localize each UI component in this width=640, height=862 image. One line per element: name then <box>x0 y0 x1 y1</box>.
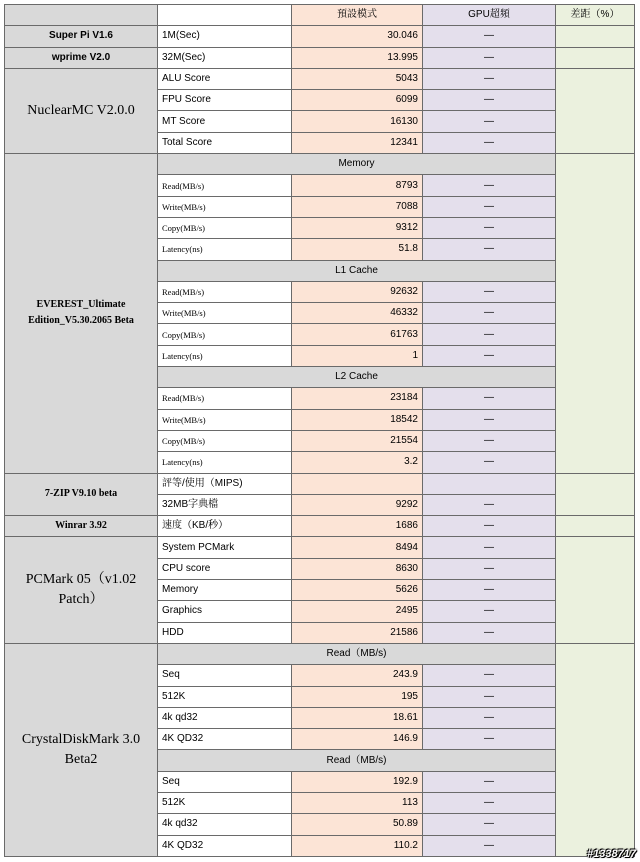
dash-mark: — <box>484 179 494 191</box>
default-value: 192.9 <box>292 771 423 792</box>
dash-mark: — <box>484 818 494 830</box>
default-value: 195 <box>292 686 423 707</box>
default-value: 61763 <box>292 324 423 345</box>
dash-mark: — <box>484 136 494 148</box>
gpu-value <box>423 217 556 238</box>
dash-mark: — <box>484 626 494 638</box>
gpu-value <box>423 792 556 813</box>
default-value: 21586 <box>292 622 423 643</box>
dash-mark: — <box>484 711 494 723</box>
gpu-value <box>423 303 556 324</box>
gpu-value <box>423 537 556 558</box>
default-value: 16130 <box>292 111 423 132</box>
metric-label: Read(MB/s) <box>158 175 292 196</box>
dash-mark: — <box>484 243 494 255</box>
dash-mark: — <box>484 562 494 574</box>
gpu-value <box>423 494 556 515</box>
metric-label: 速度（KB/秒） <box>158 516 292 537</box>
dash-mark: — <box>484 456 494 468</box>
gpu-value <box>423 665 556 686</box>
metric-label: Total Score <box>158 132 292 153</box>
benchmark-name-winrar: Winrar 3.92 <box>5 516 158 537</box>
gpu-value <box>423 516 556 537</box>
benchmark-name-wprime: wprime V2.0 <box>5 47 158 68</box>
metric-label: Graphics <box>158 601 292 622</box>
metric-label: Copy(MB/s) <box>158 430 292 451</box>
metric-label: Memory <box>158 580 292 601</box>
metric-label: 4K QD32 <box>158 835 292 856</box>
gpu-value <box>423 239 556 260</box>
metric-label: Write(MB/s) <box>158 409 292 430</box>
default-value: 9312 <box>292 217 423 238</box>
diff-value <box>556 47 635 68</box>
table-row <box>5 68 635 89</box>
default-value: 5626 <box>292 580 423 601</box>
metric-label: 512K <box>158 686 292 707</box>
dash-mark: — <box>484 51 494 63</box>
default-value: 18542 <box>292 409 423 430</box>
default-value: 146.9 <box>292 729 423 750</box>
section-title-l2: L2 Cache <box>158 367 556 388</box>
gpu-value <box>423 90 556 111</box>
gpu-value <box>423 68 556 89</box>
dash-mark: — <box>484 584 494 596</box>
dash-mark: — <box>484 94 494 106</box>
default-value: 5043 <box>292 68 423 89</box>
section-title-l1: L1 Cache <box>158 260 556 281</box>
metric-label: FPU Score <box>158 90 292 111</box>
benchmark-name-everest: EVEREST_Ultimate Edition_V5.30.2065 Beta <box>5 154 158 473</box>
default-value: 6099 <box>292 90 423 111</box>
diff-value <box>556 516 635 537</box>
metric-label: 4K QD32 <box>158 729 292 750</box>
default-value: 13.995 <box>292 47 423 68</box>
dash-mark: — <box>484 222 494 234</box>
gpu-value <box>423 196 556 217</box>
table-row <box>5 537 635 558</box>
gpu-value <box>423 132 556 153</box>
header-default-mode: 預設模式 <box>292 5 423 26</box>
benchmark-name-7zip: 7-ZIP V9.10 beta <box>5 473 158 516</box>
default-value: 50.89 <box>292 814 423 835</box>
dash-mark: — <box>484 520 494 532</box>
default-value: 30.046 <box>292 26 423 47</box>
default-value: 7088 <box>292 196 423 217</box>
metric-label: Read(MB/s) <box>158 281 292 302</box>
metric-label: 512K <box>158 792 292 813</box>
metric-label: ALU Score <box>158 68 292 89</box>
gpu-value <box>423 686 556 707</box>
default-value: 9292 <box>292 494 423 515</box>
metric-label: 32M(Sec) <box>158 47 292 68</box>
section-title-read-2: Read（MB/s) <box>158 750 556 771</box>
metric-label: MT Score <box>158 111 292 132</box>
metric-label: Latency(ns) <box>158 452 292 473</box>
gpu-value <box>423 473 556 494</box>
table-row <box>5 26 635 47</box>
dash-mark: — <box>484 73 494 85</box>
diff-value <box>556 68 635 153</box>
section-title-memory: Memory <box>158 154 556 175</box>
metric-label: 4k qd32 <box>158 814 292 835</box>
gpu-value <box>423 707 556 728</box>
table-row <box>5 47 635 68</box>
metric-label: HDD <box>158 622 292 643</box>
metric-label: Copy(MB/s) <box>158 217 292 238</box>
metric-label: 評等/使用（MIPS) <box>158 473 292 494</box>
metric-label: 32MB字典檔 <box>158 494 292 515</box>
metric-label: Write(MB/s) <box>158 196 292 217</box>
gpu-value <box>423 26 556 47</box>
benchmark-table <box>4 4 635 857</box>
dash-mark: — <box>484 349 494 361</box>
gpu-value <box>423 835 556 856</box>
dash-mark: — <box>484 669 494 681</box>
default-value: 1 <box>292 345 423 366</box>
default-value: 12341 <box>292 132 423 153</box>
dash-mark: — <box>484 775 494 787</box>
metric-label: Write(MB/s) <box>158 303 292 324</box>
default-value: 8494 <box>292 537 423 558</box>
metric-label: 4k qd32 <box>158 707 292 728</box>
default-value: 110.2 <box>292 835 423 856</box>
section-row <box>5 643 635 664</box>
dash-mark: — <box>484 690 494 702</box>
metric-label: Seq <box>158 665 292 686</box>
gpu-value <box>423 175 556 196</box>
gpu-value <box>423 388 556 409</box>
default-value: 46332 <box>292 303 423 324</box>
dash-mark: — <box>484 605 494 617</box>
default-value: 8793 <box>292 175 423 196</box>
gpu-value <box>423 47 556 68</box>
diff-value <box>556 154 635 473</box>
section-row <box>5 154 635 175</box>
dash-mark: — <box>484 435 494 447</box>
diff-value <box>556 537 635 643</box>
default-value <box>292 473 423 494</box>
default-value: 51.8 <box>292 239 423 260</box>
metric-label: Latency(ns) <box>158 345 292 366</box>
header-diff: 差距（%） <box>556 5 635 26</box>
metric-label: Seq <box>158 771 292 792</box>
table-row <box>5 473 635 494</box>
dash-mark: — <box>484 498 494 510</box>
dash-mark: — <box>484 328 494 340</box>
gpu-value <box>423 622 556 643</box>
gpu-value <box>423 281 556 302</box>
gpu-value <box>423 345 556 366</box>
gpu-value <box>423 430 556 451</box>
benchmark-name-superpi: Super Pi V1.6 <box>5 26 158 47</box>
section-title-read-1: Read（MB/s) <box>158 643 556 664</box>
dash-mark: — <box>484 200 494 212</box>
gpu-value <box>423 452 556 473</box>
dash-mark: — <box>484 413 494 425</box>
metric-label: System PCMark <box>158 537 292 558</box>
gpu-value <box>423 814 556 835</box>
dash-mark: — <box>484 286 494 297</box>
dash-mark: — <box>484 797 494 809</box>
default-value: 18.61 <box>292 707 423 728</box>
gpu-value <box>423 324 556 345</box>
metric-label: Copy(MB/s) <box>158 324 292 345</box>
default-value: 21554 <box>292 430 423 451</box>
benchmark-name-nuclearmc: NuclearMC V2.0.0 <box>5 68 158 153</box>
dash-mark: — <box>484 392 494 404</box>
header-blank-metric <box>158 5 292 26</box>
dash-mark: — <box>484 307 494 319</box>
diff-value <box>556 473 635 516</box>
benchmark-name-pcmark: PCMark 05（v1.02 Patch） <box>5 537 158 643</box>
diff-value <box>556 26 635 47</box>
default-value: 113 <box>292 792 423 813</box>
default-value: 243.9 <box>292 665 423 686</box>
default-value: 1686 <box>292 516 423 537</box>
default-value: 92632 <box>292 281 423 302</box>
metric-label: CPU score <box>158 558 292 579</box>
header-gpu-oc: GPU超頻 <box>423 5 556 26</box>
default-value: 2495 <box>292 601 423 622</box>
gpu-value <box>423 729 556 750</box>
gpu-value <box>423 580 556 601</box>
default-value: 23184 <box>292 388 423 409</box>
dash-mark: — <box>484 839 494 851</box>
header-blank-name <box>5 5 158 26</box>
gpu-value <box>423 409 556 430</box>
dash-mark: — <box>484 733 494 745</box>
gpu-value <box>423 558 556 579</box>
metric-label: Read(MB/s) <box>158 388 292 409</box>
default-value: 8630 <box>292 558 423 579</box>
metric-label: 1M(Sec) <box>158 26 292 47</box>
watermark: #1338717 <box>587 848 636 860</box>
table-row <box>5 516 635 537</box>
dash-mark: — <box>484 541 494 553</box>
header-row <box>5 5 635 26</box>
gpu-value <box>423 111 556 132</box>
dash-mark: — <box>484 30 494 42</box>
gpu-value <box>423 771 556 792</box>
metric-label: Latency(ns) <box>158 239 292 260</box>
dash-mark: — <box>484 115 494 127</box>
diff-value <box>556 643 635 856</box>
default-value: 3.2 <box>292 452 423 473</box>
benchmark-name-crystaldiskmark: CrystalDiskMark 3.0 Beta2 <box>5 643 158 856</box>
gpu-value <box>423 601 556 622</box>
